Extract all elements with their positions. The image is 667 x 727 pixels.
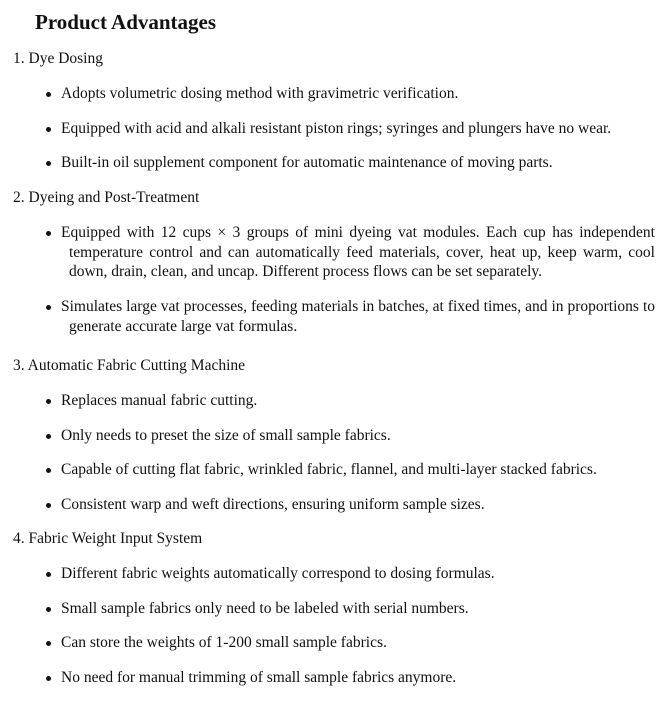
list-item-text: Equipped with 12 cups × 3 groups of mini dyeing vat modules. Each cup has independent temperature control and can automatically feed materials, cover, heat up, keep warm, cool down, drain, clean, and uncap. Different process flows can be set separately. (61, 224, 655, 281)
section-dyeing-post-treatment (13, 188, 655, 337)
list-item (13, 84, 655, 104)
list-item (13, 391, 655, 411)
bullet-icon (46, 92, 51, 97)
list-item-text: Adopts volumetric dosing method with gravimetric verification. (61, 85, 459, 102)
list-item-text: Consistent warp and weft directions, ensuring uniform sample sizes. (61, 496, 485, 514)
bullet-list (13, 84, 655, 173)
list-item-text: Equipped with acid and alkali resistant piston rings; syringes and plungers have no wear. (61, 119, 612, 137)
list-item-text: Only needs to preset the size of small sample fabrics. (61, 426, 391, 444)
bullet-icon (46, 161, 51, 166)
bullet-list (13, 564, 655, 688)
list-item (13, 297, 655, 336)
list-item (13, 119, 655, 139)
list-item (13, 668, 655, 688)
bullet-icon (46, 607, 51, 612)
list-item (13, 599, 655, 619)
bullet-icon (46, 676, 51, 681)
bullet-icon (46, 503, 51, 508)
list-item (13, 426, 655, 446)
list-item (13, 223, 655, 282)
bullet-icon (46, 468, 51, 473)
bullet-icon (46, 127, 51, 132)
section-fabric-weight-input (13, 529, 655, 688)
bullet-icon (46, 434, 51, 439)
list-item-text: Simulates large vat processes, feeding materials in batches, at fixed times, and in proportions to generate accurate large vat formulas. (61, 298, 655, 335)
list-item-text: Capable of cutting flat fabric, wrinkled fabric, flannel, and multi-layer stacked fabrics. (61, 461, 597, 479)
section-heading: 3. Automatic Fabric Cutting Machine (13, 357, 246, 374)
list-item-text: Built-in oil supplement component for automatic maintenance of moving parts. (61, 154, 553, 172)
list-item (13, 153, 655, 173)
bullet-list (13, 223, 655, 337)
list-item (13, 460, 655, 480)
section-heading: 2. Dyeing and Post-Treatment (13, 189, 200, 206)
list-item-text: Small sample fabrics only need to be labeled with serial numbers. (61, 599, 469, 617)
section-heading: 4. Fabric Weight Input System (13, 530, 203, 547)
list-item-text: Can store the weights of 1-200 small sample fabrics. (61, 634, 387, 652)
bullet-icon (46, 399, 51, 404)
section-fabric-cutting (13, 356, 655, 515)
bullet-icon (46, 572, 51, 577)
bullet-icon (46, 231, 51, 236)
bullet-icon (46, 641, 51, 646)
section-heading: 1. Dye Dosing (13, 50, 103, 67)
page-title: Product Advantages (35, 10, 217, 34)
list-item (13, 564, 655, 584)
list-item (13, 633, 655, 653)
list-item (13, 495, 655, 515)
bullet-list (13, 391, 655, 515)
list-item-text: No need for manual trimming of small sample fabrics anymore. (61, 669, 457, 687)
section-dye-dosing (13, 49, 655, 173)
bullet-icon (46, 305, 51, 310)
list-item-text: Different fabric weights automatically correspond to dosing formulas. (61, 565, 495, 582)
list-item-text: Replaces manual fabric cutting. (61, 392, 258, 409)
